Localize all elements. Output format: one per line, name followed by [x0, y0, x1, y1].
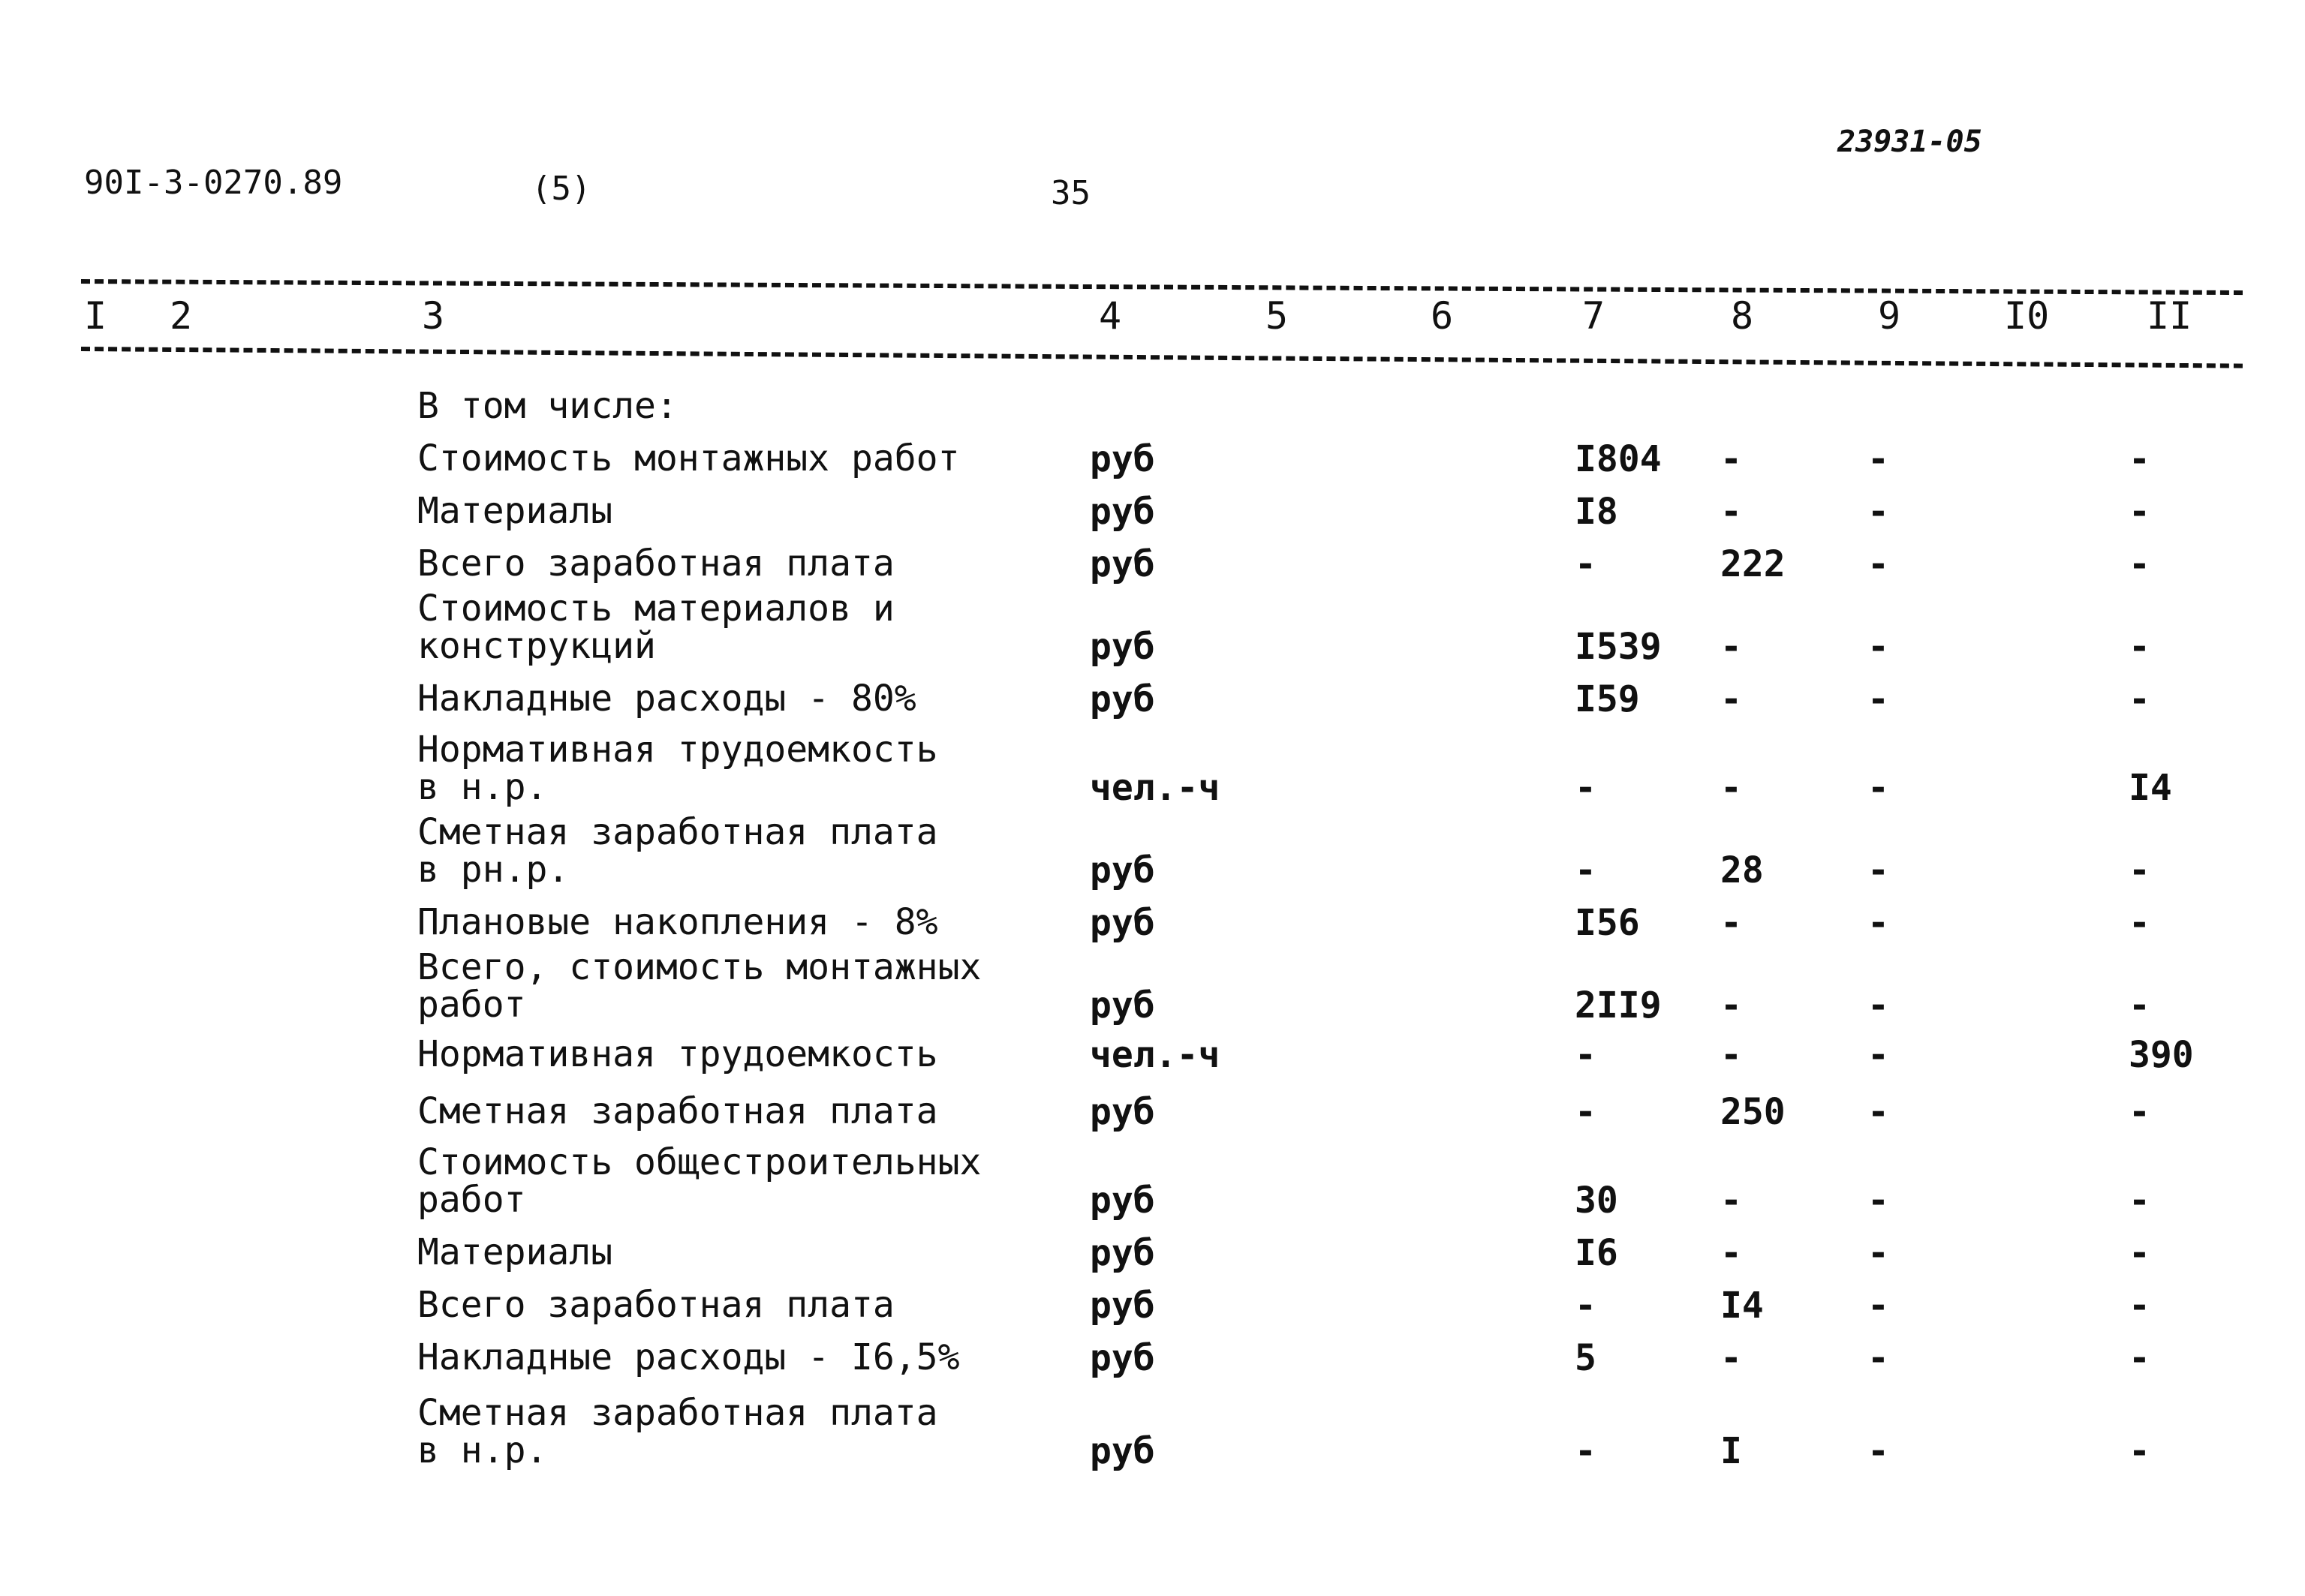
- col9-cell: -: [1867, 984, 1889, 1026]
- unit-cell: руб: [1090, 1091, 1155, 1133]
- col8-cell: I: [1720, 1430, 1742, 1472]
- row-label: Стоимость общестроительных работ: [417, 1141, 982, 1221]
- col7-cell: I804: [1575, 438, 1662, 480]
- col9-cell: -: [1867, 1232, 1889, 1274]
- column-number: I0: [2004, 294, 2050, 338]
- unit-cell: руб: [1090, 1232, 1155, 1274]
- col9-cell: -: [1867, 849, 1889, 891]
- table-row: [0, 806, 2305, 891]
- row-label: Материалы: [417, 490, 613, 532]
- column-number: 6: [1431, 294, 1454, 338]
- unit-cell: руб: [1090, 626, 1155, 668]
- column-number: 7: [1582, 294, 1605, 338]
- col11-cell: -: [2129, 678, 2150, 720]
- column-number: 9: [1878, 294, 1901, 338]
- col11-cell: -: [2129, 1337, 2150, 1379]
- col8-cell: -: [1720, 1232, 1742, 1274]
- document-code: 90I-3-0270.89: [84, 164, 343, 202]
- unit-cell: руб: [1090, 543, 1155, 585]
- col8-cell: 222: [1720, 543, 1786, 585]
- table-row: [0, 1271, 2305, 1327]
- col11-cell: -: [2129, 1430, 2150, 1472]
- unit-cell: руб: [1090, 849, 1155, 891]
- col7-cell: I6: [1575, 1232, 1618, 1274]
- col8-cell: -: [1720, 984, 1742, 1026]
- row-label: Нормативная трудоемкость в н.р.: [417, 729, 938, 808]
- column-number: 4: [1099, 294, 1122, 338]
- section-title: В том числе:: [417, 385, 678, 427]
- col9-cell: -: [1867, 491, 1889, 533]
- row-label: Плановые накопления - 8%: [417, 901, 938, 943]
- col8-cell: 250: [1720, 1091, 1786, 1133]
- unit-cell: руб: [1090, 1430, 1155, 1472]
- col11-cell: -: [2129, 1180, 2150, 1222]
- column-number: II: [2147, 294, 2192, 338]
- sheet-number: (5): [531, 170, 591, 208]
- row-label: Сметная заработная плата: [417, 1090, 938, 1132]
- col9-cell: -: [1867, 1285, 1889, 1327]
- table-row: [0, 1023, 2305, 1076]
- col9-cell: -: [1867, 626, 1889, 668]
- col7-cell: -: [1575, 767, 1596, 809]
- unit-cell: руб: [1090, 984, 1155, 1026]
- row-label: Материалы: [417, 1231, 613, 1273]
- col11-cell: -: [2129, 902, 2150, 944]
- col9-cell: -: [1867, 1091, 1889, 1133]
- col7-cell: -: [1575, 849, 1596, 891]
- table-row: [0, 425, 2305, 480]
- unit-cell: руб: [1090, 1285, 1155, 1327]
- col8-cell: 28: [1720, 849, 1764, 891]
- column-number: 2: [170, 294, 193, 338]
- unit-cell: руб: [1090, 678, 1155, 720]
- col8-cell: -: [1720, 1180, 1742, 1222]
- column-number: I: [84, 294, 107, 338]
- col8-cell: -: [1720, 626, 1742, 668]
- col9-cell: -: [1867, 1180, 1889, 1222]
- col8-cell: -: [1720, 438, 1742, 480]
- row-label: Стоимость материалов и конструкций: [417, 588, 895, 667]
- col11-cell: -: [2129, 984, 2150, 1026]
- col9-cell: -: [1867, 1430, 1889, 1472]
- col11-cell: -: [2129, 626, 2150, 668]
- col9-cell: -: [1867, 678, 1889, 720]
- col7-cell: I8: [1575, 491, 1618, 533]
- col11-cell: -: [2129, 1232, 2150, 1274]
- column-number: 3: [422, 294, 445, 338]
- row-label: Накладные расходы - I6,5%: [417, 1336, 960, 1378]
- col11-cell: 390: [2129, 1034, 2194, 1076]
- table-row: [0, 941, 2305, 1026]
- table-row: [0, 888, 2305, 944]
- table-row: [0, 1324, 2305, 1379]
- unit-cell: руб: [1090, 902, 1155, 944]
- col7-cell: I56: [1575, 902, 1640, 944]
- col11-cell: -: [2129, 438, 2150, 480]
- section-row: [0, 380, 2305, 425]
- page-number: 35: [1051, 174, 1091, 212]
- unit-cell: чел.-ч: [1090, 767, 1220, 809]
- column-number: 5: [1265, 294, 1289, 338]
- col9-cell: -: [1867, 438, 1889, 480]
- row-label: Накладные расходы - 80%: [417, 678, 916, 720]
- col8-cell: -: [1720, 491, 1742, 533]
- col11-cell: -: [2129, 491, 2150, 533]
- col11-cell: I4: [2129, 767, 2172, 809]
- col8-cell: I4: [1720, 1285, 1764, 1327]
- col11-cell: -: [2129, 543, 2150, 585]
- col7-cell: I539: [1575, 626, 1662, 668]
- col7-cell: -: [1575, 1430, 1596, 1472]
- table-row: [0, 1130, 2305, 1222]
- table-top-rule: [81, 279, 2243, 295]
- archive-number: 23931-05: [1837, 125, 1982, 159]
- col7-cell: I59: [1575, 678, 1640, 720]
- col8-cell: -: [1720, 678, 1742, 720]
- row-label: Нормативная трудоемкость: [417, 1033, 938, 1075]
- col9-cell: -: [1867, 543, 1889, 585]
- col8-cell: -: [1720, 1034, 1742, 1076]
- table-row: [0, 582, 2305, 668]
- col11-cell: -: [2129, 1091, 2150, 1133]
- row-label: Всего заработная плата: [417, 543, 895, 585]
- unit-cell: чел.-ч: [1090, 1034, 1220, 1076]
- row-label: Сметная заработная плата в н.р.: [417, 1392, 938, 1471]
- row-label: Сметная заработная плата в рн.р.: [417, 811, 938, 891]
- col9-cell: -: [1867, 1337, 1889, 1379]
- row-label: Стоимость монтажных работ: [417, 437, 960, 479]
- unit-cell: руб: [1090, 1180, 1155, 1222]
- estimate-table: [0, 380, 2305, 1472]
- unit-cell: руб: [1090, 491, 1155, 533]
- column-number-row: [0, 294, 2305, 339]
- table-row: [0, 477, 2305, 533]
- col7-cell: 5: [1575, 1337, 1596, 1379]
- table-row: [0, 1073, 2305, 1133]
- col7-cell: -: [1575, 1091, 1596, 1133]
- table-row: [0, 1219, 2305, 1274]
- col7-cell: -: [1575, 1285, 1596, 1327]
- table-row: [0, 530, 2305, 585]
- col9-cell: -: [1867, 767, 1889, 809]
- table-header-rule: [81, 347, 2243, 368]
- row-label: Всего заработная плата: [417, 1284, 895, 1326]
- col11-cell: -: [2129, 1285, 2150, 1327]
- row-label: Всего, стоимость монтажных работ: [417, 946, 982, 1026]
- col9-cell: -: [1867, 1034, 1889, 1076]
- table-row: [0, 1376, 2305, 1472]
- column-number: 8: [1731, 294, 1754, 338]
- col7-cell: -: [1575, 543, 1596, 585]
- col7-cell: -: [1575, 1034, 1596, 1076]
- col8-cell: -: [1720, 902, 1742, 944]
- col11-cell: -: [2129, 849, 2150, 891]
- col7-cell: 30: [1575, 1180, 1618, 1222]
- unit-cell: руб: [1090, 1337, 1155, 1379]
- col7-cell: 2II9: [1575, 984, 1662, 1026]
- col8-cell: -: [1720, 767, 1742, 809]
- col9-cell: -: [1867, 902, 1889, 944]
- col8-cell: -: [1720, 1337, 1742, 1379]
- table-row: [0, 717, 2305, 809]
- unit-cell: руб: [1090, 438, 1155, 480]
- table-row: [0, 665, 2305, 720]
